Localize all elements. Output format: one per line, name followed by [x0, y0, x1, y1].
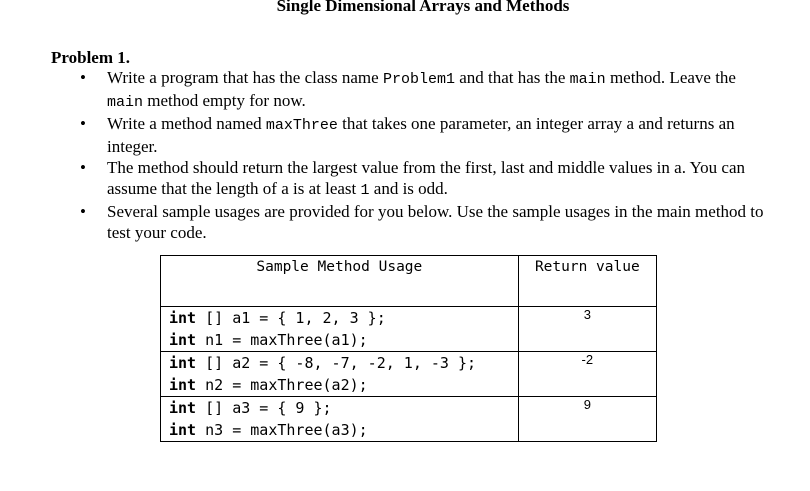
table-row [161, 397, 657, 442]
bullet-text: Write a method named [107, 114, 266, 133]
sample-usage-table [160, 255, 657, 442]
code-line: int [] a1 = { 1, 2, 3 }; [169, 309, 386, 327]
return-value-cell: 3 [518, 307, 656, 352]
code-line: int n1 = maxThree(a1); [169, 331, 368, 349]
return-value-cell: -2 [518, 352, 656, 397]
table-row [161, 307, 657, 352]
bullet-text: The method should return the largest value from the first, last and middle values in a. You can assume that the length of a is at least [107, 158, 745, 198]
code-line: int n2 = maxThree(a2); [169, 376, 368, 394]
column-header-return: Return value [518, 256, 656, 307]
bullet-text: Several sample usages are provided for you below. Use the sample usages in the main method to test your code. [107, 202, 764, 242]
code-number: 1 [360, 182, 370, 199]
bullet-text: Write a program that has the class name [107, 68, 383, 87]
code-main: main [569, 71, 606, 88]
page-title: Single Dimensional Arrays and Methods [276, 0, 570, 15]
bullet-text: method empty for now. [143, 91, 306, 110]
code-method-name: maxThree [265, 117, 338, 134]
bullet-text: and is odd. [369, 179, 448, 198]
table-header-row [161, 256, 657, 307]
usage-cell [161, 352, 519, 397]
code-line: int [] a2 = { -8, -7, -2, 1, -3 }; [169, 354, 477, 372]
code-class-name: Problem1 [382, 71, 455, 88]
bullet-text: and that has the [454, 68, 570, 87]
usage-cell [161, 307, 519, 352]
list-item [0, 201, 767, 243]
column-header-usage: Sample Method Usage [161, 256, 519, 307]
list-item [0, 113, 767, 157]
code-main: main [107, 94, 144, 111]
problem-heading: Problem 1. [51, 48, 131, 67]
bullet-text: that takes one parameter, an integer array a and returns an integer. [107, 114, 735, 156]
instruction-list [0, 67, 767, 243]
code-line: int n3 = maxThree(a3); [169, 421, 368, 439]
return-value-cell: 9 [518, 397, 656, 442]
bullet-text: method. Leave the [605, 68, 736, 87]
table-row [161, 352, 657, 397]
list-item [0, 157, 767, 201]
usage-cell [161, 397, 519, 442]
list-item [0, 67, 767, 113]
code-line: int [] a3 = { 9 }; [169, 399, 332, 417]
